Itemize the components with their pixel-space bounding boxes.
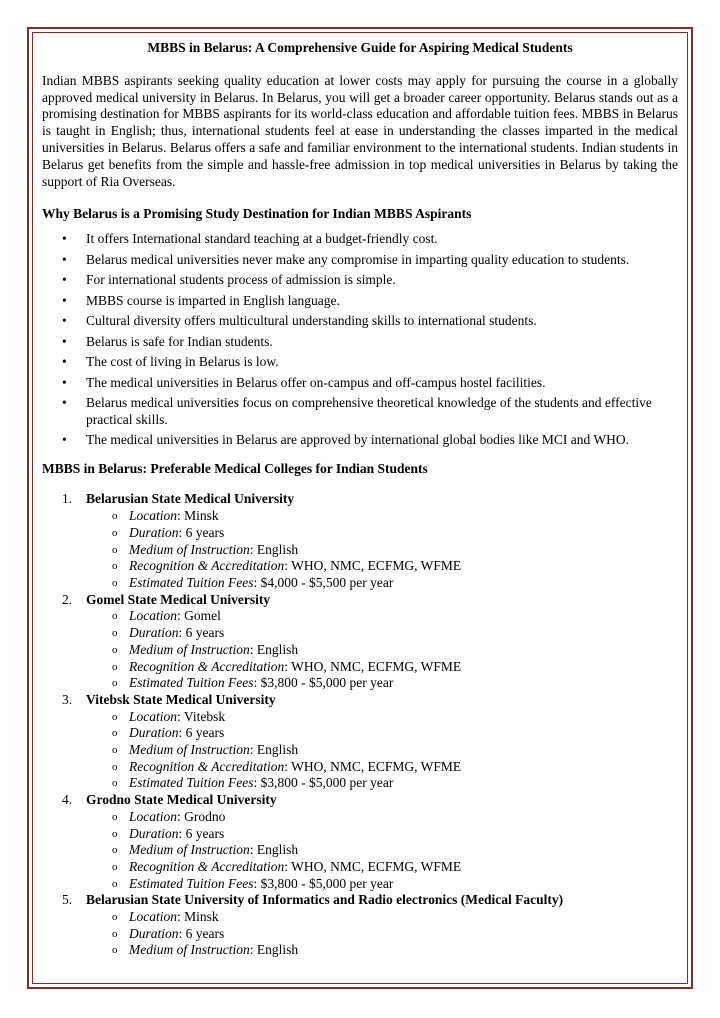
- hollow-circle-icon: o: [112, 677, 118, 690]
- hollow-circle-icon: o: [112, 911, 118, 924]
- why-list-item: [42, 252, 678, 269]
- college-number: 4.: [62, 792, 73, 808]
- hollow-circle-icon: o: [112, 627, 118, 640]
- why-list-item: [42, 293, 678, 310]
- college-name: Vitebsk State Medical University: [86, 691, 276, 707]
- detail-value: : $3,800 - $5,000 per year: [253, 875, 394, 891]
- college-detail-item: [86, 709, 678, 726]
- detail-value: : $4,000 - $5,500 per year: [253, 574, 394, 590]
- bullet-dot-icon: •: [62, 333, 67, 349]
- intro-paragraph: Indian MBBS aspirants seeking quality education at lower costs may apply for pursuing the course in a globally approved medical university in Belarus. In Belarus, you will get a broader career opportunity. Belarus stands out as a promising destination for MBBS aspirants for its world-class education and affordable tuition fees. MBBS in Belarus is taught in English; thus, international students feel at ease in understanding the classes imparted in the medical universities in Belarus. Belarus offers a safe and familiar environment to the international students. Indian students in Belarus get benefits from the simple and hassle-free admission in top medical universities in Belarus by taking the support of Ria Overseas.: [42, 72, 678, 189]
- detail-key: Duration: [129, 925, 179, 941]
- college-number: 2.: [62, 591, 73, 607]
- detail-key: Duration: [129, 725, 179, 741]
- why-list: [42, 231, 678, 449]
- college-name: Belarusian State University of Informatics and Radio electronics (Medical Faculty): [86, 892, 564, 908]
- bullet-dot-icon: •: [62, 432, 67, 448]
- college-number: 1.: [62, 491, 73, 507]
- bullet-dot-icon: •: [62, 251, 67, 267]
- college-number: 5.: [62, 892, 73, 908]
- college-list: [42, 491, 678, 959]
- hollow-circle-icon: o: [112, 526, 118, 539]
- hollow-circle-icon: o: [112, 944, 118, 957]
- college-detail-item: [86, 842, 678, 859]
- college-detail-item: [86, 725, 678, 742]
- hollow-circle-icon: o: [112, 827, 118, 840]
- college-name: Grodno State Medical University: [86, 792, 277, 808]
- college-detail-item: [86, 659, 678, 676]
- why-point-text: It offers International standard teaching at a budget-friendly cost.: [86, 231, 438, 247]
- why-heading: Why Belarus is a Promising Study Destination for Indian MBBS Aspirants: [42, 206, 472, 222]
- detail-value: : 6 years: [178, 925, 225, 941]
- college-detail-item: [86, 809, 678, 826]
- hollow-circle-icon: o: [112, 643, 118, 656]
- detail-key: Recognition & Accreditation: [129, 558, 285, 574]
- detail-value: : Vitebsk: [177, 708, 226, 724]
- why-point-text: MBBS course is imparted in English language.: [86, 292, 340, 308]
- document-title: MBBS in Belarus: A Comprehensive Guide for Aspiring Medical Students: [147, 40, 573, 55]
- hollow-circle-icon: o: [112, 927, 118, 940]
- bullet-dot-icon: •: [62, 231, 67, 247]
- detail-value: : English: [249, 842, 299, 858]
- college-detail-item: [86, 542, 678, 559]
- college-name: Gomel State Medical University: [86, 591, 271, 607]
- hollow-circle-icon: o: [112, 844, 118, 857]
- hollow-circle-icon: o: [112, 727, 118, 740]
- why-point-text: The medical universities in Belarus offer on-campus and off-campus hostel facilities.: [86, 374, 546, 390]
- detail-value: : WHO, NMC, ECFMG, WFME: [284, 658, 462, 674]
- detail-key: Estimated Tuition Fees: [129, 574, 254, 590]
- detail-value: : WHO, NMC, ECFMG, WFME: [284, 758, 462, 774]
- college-detail-item: [86, 508, 678, 525]
- detail-key: Recognition & Accreditation: [129, 758, 285, 774]
- college-detail-item: [86, 625, 678, 642]
- detail-value: : $3,800 - $5,000 per year: [253, 675, 394, 691]
- detail-key: Medium of Instruction: [129, 541, 250, 557]
- college-detail-item: [86, 742, 678, 759]
- detail-key: Estimated Tuition Fees: [129, 775, 254, 791]
- hollow-circle-icon: o: [112, 877, 118, 890]
- detail-key: Medium of Instruction: [129, 842, 250, 858]
- college-detail-item: [86, 675, 678, 692]
- detail-value: : Grodno: [177, 808, 226, 824]
- detail-value: : English: [249, 942, 299, 958]
- detail-key: Location: [129, 608, 178, 624]
- detail-value: : Minsk: [177, 508, 219, 524]
- why-point-text: Belarus medical universities never make any compromise in imparting quality education to students.: [86, 251, 630, 267]
- detail-value: : English: [249, 541, 299, 557]
- detail-key: Location: [129, 508, 178, 524]
- college-item: [42, 792, 678, 892]
- why-point-text: Belarus is safe for Indian students.: [86, 333, 273, 349]
- detail-key: Recognition & Accreditation: [129, 658, 285, 674]
- detail-value: : Gomel: [177, 608, 221, 624]
- colleges-heading: MBBS in Belarus: Preferable Medical Colleges for Indian Students: [42, 460, 428, 476]
- detail-value: : English: [249, 742, 299, 758]
- college-detail-item: [86, 525, 678, 542]
- bullet-dot-icon: •: [62, 292, 67, 308]
- detail-value: : English: [249, 641, 299, 657]
- why-list-item: [42, 231, 678, 248]
- college-detail-item: [86, 876, 678, 893]
- hollow-circle-icon: o: [112, 660, 118, 673]
- why-list-item: [42, 313, 678, 330]
- why-point-text: Cultural diversity offers multicultural understanding skills to international students.: [86, 313, 537, 329]
- why-list-item: [42, 375, 678, 392]
- detail-key: Duration: [129, 524, 179, 540]
- bullet-dot-icon: •: [62, 272, 67, 288]
- hollow-circle-icon: o: [112, 610, 118, 623]
- college-details: [86, 608, 678, 692]
- hollow-circle-icon: o: [112, 576, 118, 589]
- bullet-dot-icon: •: [62, 395, 67, 411]
- college-detail-item: [86, 942, 678, 959]
- detail-key: Location: [129, 909, 178, 925]
- why-point-text: The medical universities in Belarus are approved by international global bodies like MCI and WHO.: [86, 432, 629, 448]
- detail-key: Duration: [129, 625, 179, 641]
- why-point-text: Belarus medical universities focus on comprehensive theoretical knowledge of the students and effective practical skills.: [86, 395, 652, 427]
- detail-value: : Minsk: [177, 909, 219, 925]
- college-detail-item: [86, 575, 678, 592]
- detail-key: Medium of Instruction: [129, 641, 250, 657]
- hollow-circle-icon: o: [112, 810, 118, 823]
- hollow-circle-icon: o: [112, 710, 118, 723]
- why-list-item: [42, 354, 678, 371]
- college-detail-item: [86, 859, 678, 876]
- college-detail-item: [86, 608, 678, 625]
- detail-value: : 6 years: [178, 625, 225, 641]
- college-name: Belarusian State Medical University: [86, 491, 295, 507]
- college-detail-item: [86, 759, 678, 776]
- college-details: [86, 709, 678, 793]
- college-item: [42, 592, 678, 692]
- college-details: [86, 809, 678, 893]
- college-details: [86, 909, 678, 959]
- detail-value: : WHO, NMC, ECFMG, WFME: [284, 858, 462, 874]
- bullet-dot-icon: •: [62, 313, 67, 329]
- college-details: [86, 508, 678, 592]
- why-point-text: For international students process of admission is simple.: [86, 272, 396, 288]
- detail-value: : WHO, NMC, ECFMG, WFME: [284, 558, 462, 574]
- college-item: [42, 892, 678, 959]
- college-detail-item: [86, 775, 678, 792]
- detail-key: Medium of Instruction: [129, 742, 250, 758]
- hollow-circle-icon: o: [112, 744, 118, 757]
- why-point-text: The cost of living in Belarus is low.: [86, 354, 279, 370]
- detail-key: Estimated Tuition Fees: [129, 875, 254, 891]
- detail-key: Medium of Instruction: [129, 942, 250, 958]
- hollow-circle-icon: o: [112, 860, 118, 873]
- hollow-circle-icon: o: [112, 760, 118, 773]
- detail-key: Location: [129, 808, 178, 824]
- hollow-circle-icon: o: [112, 543, 118, 556]
- hollow-circle-icon: o: [112, 560, 118, 573]
- detail-key: Duration: [129, 825, 179, 841]
- college-detail-item: [86, 558, 678, 575]
- detail-value: : 6 years: [178, 725, 225, 741]
- why-list-item: [42, 395, 678, 428]
- college-detail-item: [86, 642, 678, 659]
- college-number: 3.: [62, 691, 73, 707]
- document-body: [42, 40, 678, 959]
- detail-key: Recognition & Accreditation: [129, 858, 285, 874]
- college-detail-item: [86, 926, 678, 943]
- bullet-dot-icon: •: [62, 374, 67, 390]
- why-list-item: [42, 272, 678, 289]
- detail-key: Location: [129, 708, 178, 724]
- college-detail-item: [86, 909, 678, 926]
- why-list-item: [42, 334, 678, 351]
- why-list-item: [42, 432, 678, 449]
- bullet-dot-icon: •: [62, 354, 67, 370]
- detail-value: : 6 years: [178, 524, 225, 540]
- detail-value: : 6 years: [178, 825, 225, 841]
- detail-key: Estimated Tuition Fees: [129, 675, 254, 691]
- college-item: [42, 491, 678, 591]
- college-item: [42, 692, 678, 792]
- hollow-circle-icon: o: [112, 510, 118, 523]
- hollow-circle-icon: o: [112, 777, 118, 790]
- detail-value: : $3,800 - $5,000 per year: [253, 775, 394, 791]
- college-detail-item: [86, 826, 678, 843]
